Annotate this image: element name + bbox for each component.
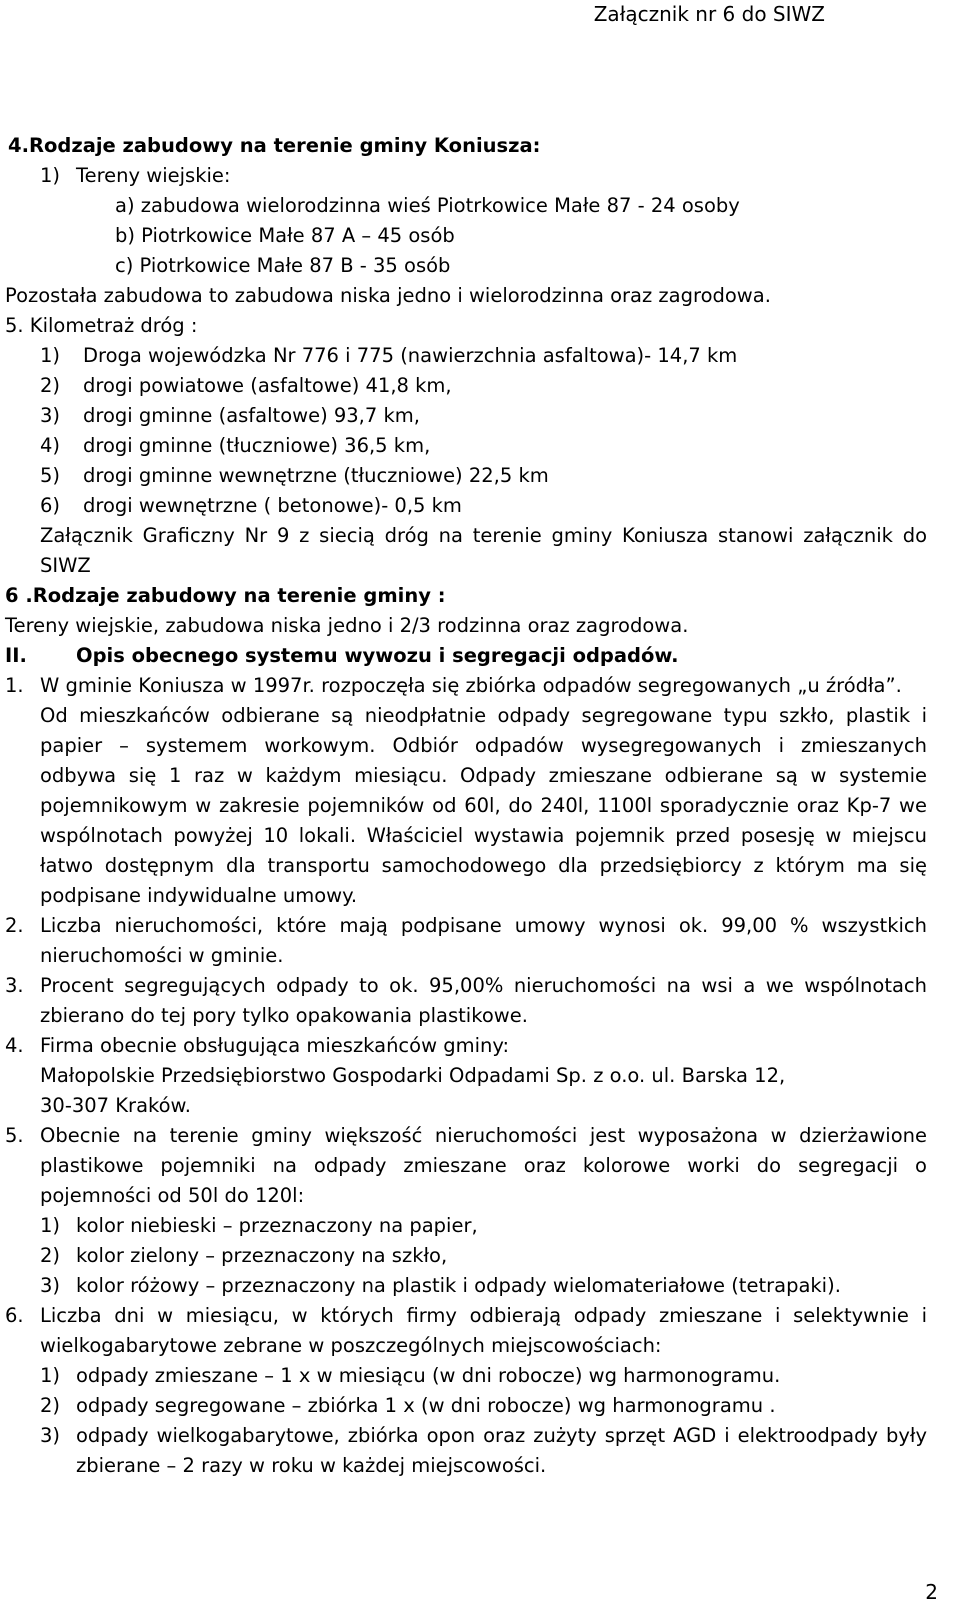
item-number: 3. <box>5 974 24 997</box>
section-5-item-num: 1) <box>40 344 61 367</box>
section-4-subitem-c: c) Piotrkowice Małe 87 B - 35 osób <box>115 254 451 277</box>
section-5-item-num: 6) <box>40 494 61 517</box>
section-4-subitem-a: a) zabudowa wielorodzinna wieś Piotrkowice Małe 87 - 24 osoby <box>115 194 740 217</box>
paragraph-line: Liczba dni w miesiącu, w których firmy odbierają odpady zmieszane i selektywnie i <box>40 1304 927 1327</box>
item-number: 5. <box>5 1124 24 1147</box>
subitem-text: kolor niebieski – przeznaczony na papier, <box>76 1214 478 1237</box>
paragraph-line: Firma obecnie obsługująca mieszkańców gminy: <box>40 1034 510 1057</box>
paragraph-line: 30-307 Kraków. <box>40 1094 191 1117</box>
subitem-text: kolor różowy – przeznaczony na plastik i odpady wielomateriałowe (tetrapaki). <box>76 1274 841 1297</box>
subitem-number: 3) <box>40 1424 61 1447</box>
section-5-item: drogi powiatowe (asfaltowe) 41,8 km, <box>83 374 452 397</box>
item-number: 6. <box>5 1304 24 1327</box>
paragraph-line: zbierano do tej pory tylko opakowania plastikowe. <box>40 1004 528 1027</box>
paragraph-line: pojemnikowym w zakresie pojemników od 60l, do 240l, 1100l sporadycznie oraz Kp-7 we <box>40 794 927 817</box>
subitem-number: 1) <box>40 1214 61 1237</box>
section-4-item-text: Tereny wiejskie: <box>76 164 231 187</box>
paragraph-line: łatwo dostępnym dla transportu samochodowego dla przedsiębiorcy z którym ma się <box>40 854 927 877</box>
paragraph-line: odbywa się 1 raz w każdym miesiącu. Odpady zmieszane odbierane są w systemie <box>40 764 927 787</box>
section-5-item: Droga wojewódzka Nr 776 i 775 (nawierzchnia asfaltowa)- 14,7 km <box>83 344 738 367</box>
section-5-item: drogi wewnętrzne ( betonowe)- 0,5 km <box>83 494 462 517</box>
subitem-number: 2) <box>40 1394 61 1417</box>
attachment-header: Załącznik nr 6 do SIWZ <box>593 2 825 26</box>
section-II-number: II. <box>5 644 27 667</box>
subitem-text: odpady zmieszane – 1 x w miesiącu (w dni robocze) wg harmonogramu. <box>76 1364 781 1387</box>
paragraph-line: plastikowe pojemniki na odpady zmieszane oraz kolorowe worki do segregacji o <box>40 1154 927 1177</box>
subitem-text: zbierane – 2 razy w roku w każdej miejscowości. <box>76 1454 547 1477</box>
subitem-number: 1) <box>40 1364 61 1387</box>
paragraph-line: wspólnotach powyżej 10 lokali. Właściciel wystawia pojemnik przed posesję w miejscu <box>40 824 927 847</box>
section-5-item-num: 4) <box>40 434 61 457</box>
section-4-item-num: 1) <box>40 164 61 187</box>
paragraph-line: Liczba nieruchomości, które mają podpisane umowy wynosi ok. 99,00 % wszystkich <box>40 914 927 937</box>
paragraph-line: wielkogabarytowe zebrane w poszczególnych miejscowościach: <box>40 1334 662 1357</box>
paragraph-line: Małopolskie Przedsiębiorstwo Gospodarki Odpadami Sp. z o.o. ul. Barska 12, <box>40 1064 786 1087</box>
paragraph-line: Procent segregujących odpady to ok. 95,00% nieruchomości na wsi a we wspólnotach <box>40 974 927 997</box>
section-5-attachment-line: SIWZ <box>40 554 91 577</box>
paragraph-line: Obecnie na terenie gminy większość nieruchomości jest wyposażona w dzierżawione <box>40 1124 927 1147</box>
paragraph-line: podpisane indywidualne umowy. <box>40 884 358 907</box>
section-5-item: drogi gminne (asfaltowe) 93,7 km, <box>83 404 420 427</box>
subitem-text: kolor zielony – przeznaczony na szkło, <box>76 1244 448 1267</box>
section-5-title: 5. Kilometraż dróg : <box>5 314 198 337</box>
section-4-subitem-b: b) Piotrkowice Małe 87 A – 45 osób <box>115 224 455 247</box>
paragraph-line: nieruchomości w gminie. <box>40 944 284 967</box>
section-6-title: 6 .Rodzaje zabudowy na terenie gminy : <box>5 584 446 607</box>
section-5-item-num: 5) <box>40 464 61 487</box>
section-4-note: Pozostała zabudowa to zabudowa niska jedno i wielorodzinna oraz zagrodowa. <box>5 284 771 307</box>
paragraph-line: pojemności od 50l do 120l: <box>40 1184 305 1207</box>
section-4-title: 4.Rodzaje zabudowy na terenie gminy Koniusza: <box>8 134 541 157</box>
section-5-attachment-line: Załącznik Graficzny Nr 9 z siecią dróg na terenie gminy Koniusza stanowi załącznik do <box>40 524 927 547</box>
section-5-item-num: 3) <box>40 404 61 427</box>
paragraph-line: Od mieszkańców odbierane są nieodpłatnie odpady segregowane typu szkło, plastik i <box>40 704 927 727</box>
section-II-title: Opis obecnego systemu wywozu i segregacji odpadów. <box>76 644 679 667</box>
subitem-number: 2) <box>40 1244 61 1267</box>
section-5-item: drogi gminne (tłuczniowe) 36,5 km, <box>83 434 431 457</box>
page-number: 2 <box>925 1580 938 1604</box>
item-number: 1. <box>5 674 24 697</box>
item-number: 4. <box>5 1034 24 1057</box>
paragraph-line: W gminie Koniusza w 1997r. rozpoczęła się zbiórka odpadów segregowanych „u źródła”. <box>40 674 902 697</box>
subitem-text: odpady segregowane – zbiórka 1 x (w dni robocze) wg harmonogramu . <box>76 1394 776 1417</box>
section-6-text: Tereny wiejskie, zabudowa niska jedno i 2/3 rodzinna oraz zagrodowa. <box>5 614 689 637</box>
paragraph-line: papier – systemem workowym. Odbiór odpadów wysegregowanych i zmieszanych <box>40 734 927 757</box>
subitem-text: odpady wielkogabarytowe, zbiórka opon oraz zużyty sprzęt AGD i elektroodpady były <box>76 1424 927 1447</box>
subitem-number: 3) <box>40 1274 61 1297</box>
item-number: 2. <box>5 914 24 937</box>
section-5-item-num: 2) <box>40 374 61 397</box>
section-5-item: drogi gminne wewnętrzne (tłuczniowe) 22,5 km <box>83 464 549 487</box>
